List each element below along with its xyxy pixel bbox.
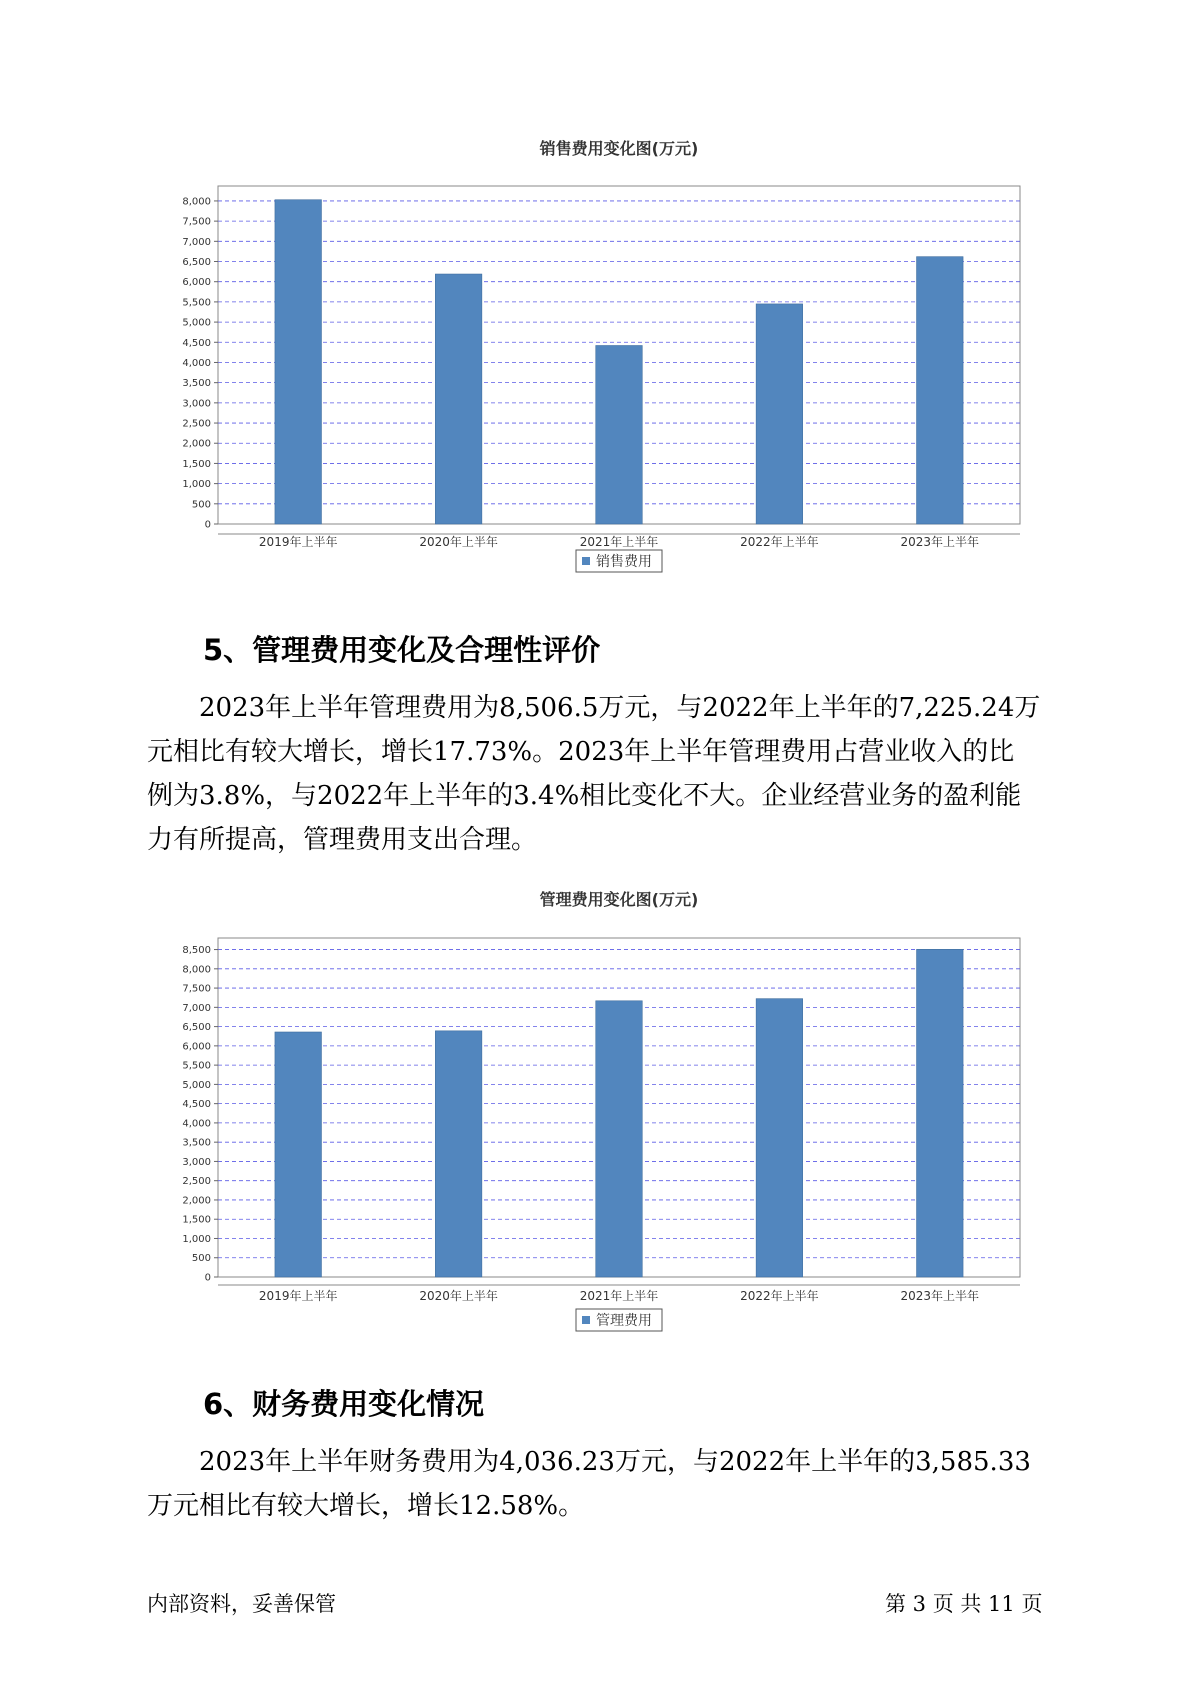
x-tick-label: 2022年上半年: [740, 535, 819, 549]
section5-line-2: 元相比有较大增长，增长17.73%。2023年上半年管理费用占营业收入的比: [147, 737, 1015, 767]
y-tick-label: 0: [204, 1272, 211, 1284]
section6-line-1: 2023年上半年财务费用为4,036.23万元，与2022年上半年的3,585.33: [199, 1447, 1031, 1477]
bar-2022年上半年: [756, 999, 803, 1277]
y-tick-label: 6,500: [182, 257, 211, 269]
y-tick-label: 500: [191, 499, 211, 511]
y-tick-label: 6,500: [182, 1022, 211, 1034]
y-tick-label: 4,500: [182, 337, 211, 349]
y-tick-label: 500: [191, 1253, 211, 1265]
legend-label: 管理费用: [596, 1313, 652, 1329]
y-tick-label: 3,000: [182, 398, 211, 410]
x-tick-label: 2022年上半年: [740, 1289, 819, 1303]
legend-swatch: [582, 1316, 590, 1324]
bar-2020年上半年: [435, 274, 482, 524]
section5-paragraph: [147, 686, 1047, 862]
y-tick-label: 2,000: [182, 438, 211, 450]
y-tick-label: 4,000: [182, 1118, 211, 1130]
y-tick-label: 3,500: [182, 1137, 211, 1149]
footer-left: 内部资料，妥善保管: [147, 1592, 336, 1616]
x-tick-label: 2023年上半年: [900, 1289, 980, 1303]
bar-2021年上半年: [596, 1001, 643, 1277]
y-tick-label: 8,500: [182, 945, 211, 957]
y-tick-label: 4,000: [182, 357, 211, 369]
bar-2023年上半年: [917, 257, 964, 524]
y-tick-label: 3,000: [182, 1156, 211, 1168]
x-tick-label: 2020年上半年: [419, 1289, 498, 1303]
x-tick-label: 2019年上半年: [258, 535, 338, 549]
x-tick-label: 2019年上半年: [258, 1289, 338, 1303]
chart-title: 管理费用变化图(万元): [539, 890, 699, 909]
y-tick-label: 5,000: [182, 317, 211, 329]
section6-paragraph: [147, 1440, 1047, 1528]
y-tick-label: 7,500: [182, 983, 211, 995]
footer-right: 第 3 页 共 11 页: [885, 1592, 1043, 1616]
y-tick-label: 5,000: [182, 1079, 211, 1091]
x-tick-label: 2020年上半年: [419, 535, 498, 549]
y-tick-label: 2,500: [182, 418, 211, 430]
bar-2019年上半年: [275, 200, 322, 524]
y-tick-label: 0: [204, 519, 211, 531]
section5-line-4: 力有所提高，管理费用支出合理。: [147, 825, 538, 855]
y-tick-label: 7,500: [182, 216, 211, 228]
bar-2021年上半年: [596, 346, 643, 524]
bar-2020年上半年: [435, 1031, 482, 1277]
legend-swatch: [582, 557, 590, 565]
section5-line-3: 例为3.8%，与2022年上半年的3.4%相比变化不大。企业经营业务的盈利能: [147, 781, 1022, 811]
chart-title: 销售费用变化图(万元): [539, 139, 699, 158]
y-tick-label: 2,500: [182, 1176, 211, 1188]
y-tick-label: 1,500: [182, 458, 211, 470]
y-tick-label: 8,000: [182, 964, 211, 976]
y-tick-label: 6,000: [182, 277, 211, 289]
legend: [576, 1309, 662, 1331]
section5-heading: 5、管理费用变化及合理性评价: [203, 633, 601, 667]
sales-expense-chart-svg: [150, 132, 1050, 592]
y-tick-label: 7,000: [182, 1002, 211, 1014]
legend-label: 销售费用: [596, 554, 652, 570]
section5-line-1: 2023年上半年管理费用为8,506.5万元，与2022年上半年的7,225.24万: [199, 693, 1041, 723]
y-tick-label: 7,000: [182, 236, 211, 248]
admin-expense-chart: [150, 883, 1050, 1353]
section6-heading: 6、财务费用变化情况: [203, 1387, 485, 1421]
y-tick-label: 5,500: [182, 297, 211, 309]
y-tick-label: 1,500: [182, 1214, 211, 1226]
y-tick-label: 5,500: [182, 1060, 211, 1072]
sales-expense-chart: [150, 132, 1050, 592]
x-tick-label: 2021年上半年: [579, 535, 659, 549]
y-tick-label: 1,000: [182, 1233, 211, 1245]
bar-2023年上半年: [917, 949, 964, 1277]
admin-expense-chart-svg: [150, 883, 1050, 1353]
y-tick-label: 4,500: [182, 1099, 211, 1111]
y-tick-label: 3,500: [182, 378, 211, 390]
bar-2022年上半年: [756, 304, 803, 524]
y-tick-label: 6,000: [182, 1041, 211, 1053]
y-tick-label: 8,000: [182, 196, 211, 208]
y-tick-label: 1,000: [182, 479, 211, 491]
x-tick-label: 2023年上半年: [900, 535, 980, 549]
legend: [576, 550, 662, 572]
y-tick-label: 2,000: [182, 1195, 211, 1207]
x-tick-label: 2021年上半年: [579, 1289, 659, 1303]
bar-2019年上半年: [275, 1032, 322, 1277]
section6-line-2: 万元相比有较大增长，增长12.58%。: [147, 1491, 585, 1521]
